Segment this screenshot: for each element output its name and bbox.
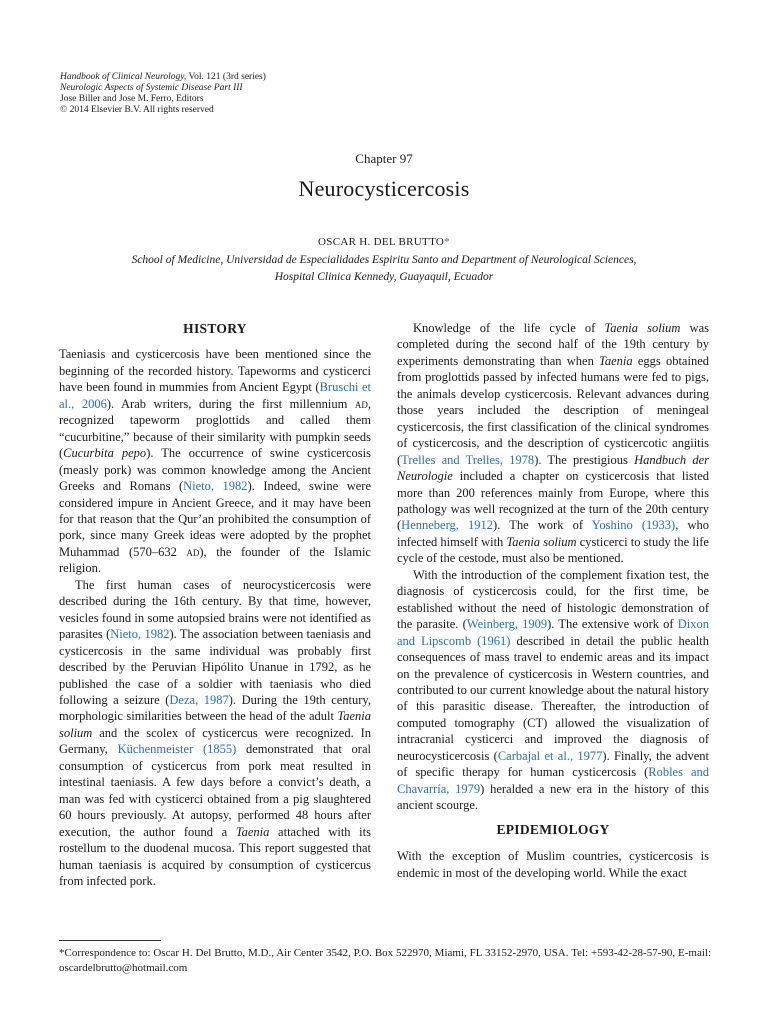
epidemiology-heading: EPIDEMIOLOGY (496, 821, 610, 837)
editors: Jose Biller and Jose M. Ferro, Editors (60, 94, 204, 104)
text-run: The first human cases of neurocysticercosis were described during the 16th century. By that time, however, vesicles found in some autopsied brains were not identified as parasites ( (59, 577, 371, 642)
text-run: ). Finally, the advent of specific therapy for human cysticercosis ( (397, 748, 709, 780)
history-paragraph-3 (397, 320, 709, 567)
text-run: ). Indeed, swine were considered impure in Ancient Greece, and it may have been for that reason that the Qur’an prohibited the consumption of pork, since many Greek ideas were adopted by the prophet Muhammad (570–632 (59, 479, 371, 559)
affiliation-line-2: Hospital Clinica Kennedy, Guayaquil, Ecuador (274, 271, 494, 283)
citation-link[interactable]: Robles and Chavarría, 1979 (397, 765, 709, 796)
copyright: © 2014 Elsevier B.V. All rights reserved (60, 105, 214, 115)
text-run: Taeniasis and cysticercosis have been mentioned since the beginning of the recorded history. Tapeworms and cysticerci have been found in mummies from Ancient Egypt ( (59, 347, 371, 395)
history-paragraph-4 (397, 567, 709, 814)
species-name: Taenia solium (506, 534, 577, 549)
author-footnote-link[interactable]: * (444, 236, 450, 248)
text-run: With the introduction of the complement fixation test, the diagnosis of cysticercosis could, for the first time, be established without the need of histologic demonstration of the parasite. ( (397, 567, 709, 632)
text-run: described in detail the public health consequences of mass travel to endemic areas and its impact on the prevalence of cysticercosis in Western countries, and contributed to our current knowledge about the natural history of this parasitic disease. Thereafter, the introduction of computed tomography (CT) allowed the visualization of intracranial cysticerci and improved the diagnosis of neurocysticercosis ( (397, 633, 709, 763)
citation-link[interactable]: Weinberg, 1909 (466, 617, 548, 632)
volume-subtitle: Neurologic Aspects of Systemic Disease Part III (60, 83, 243, 93)
text-run: cysticerci to study the life cycle of the cestode, must also be mentioned. (397, 534, 709, 566)
text-run: and the scolex of cysticercus were recognized. In Germany, (59, 725, 371, 757)
text-run: included a chapter on cysticercosis that listed more than 200 references mainly from Europe, where this pathology was well recognized at the turn of the 20th century ( (397, 469, 709, 533)
text-run: ). The occurrence of swine cysticercosis (measly pork) was common knowledge among the Ancient Greeks and Romans ( (59, 446, 371, 494)
right-column (397, 320, 709, 881)
history-paragraph-2 (59, 577, 371, 890)
text-run: ). The work of (493, 518, 592, 533)
text-run: ). The extensive work of (547, 617, 678, 632)
author-name: OSCAR H. DEL BRUTTO (318, 236, 445, 248)
text-run: was completed during the second half of the 19th century by experiments demonstrating than when (397, 321, 709, 368)
citation-link[interactable]: Küchenmeister (1855) (117, 742, 237, 757)
citation-link[interactable]: Dixon and Lipscomb (1961) (397, 617, 709, 648)
species-name: Cucurbita pepo (63, 446, 147, 461)
text-run: ). The association between taeniasis and cysticercosis in the same individual was probably first described by the Peruvian Hipólito Unanue in 1792, as he published the case of a soldier with taeniasis who died following a seizure ( (59, 627, 371, 707)
species-name: Taenia solium (604, 321, 681, 335)
citation-link[interactable]: Henneberg, 1912 (401, 518, 494, 533)
citation-link[interactable]: Nieto, 1982 (183, 479, 248, 494)
text-run: , who infected himself with (397, 518, 709, 549)
footnote-divider (59, 940, 161, 941)
text-run: attached with its rostellum to the duodenal mucosa. This report suggested that human taeniasis is acquired by consumption of cysticercus from infected pork. (59, 824, 371, 888)
citation-link[interactable]: Carbajal et al., 1977 (497, 748, 603, 763)
handbook-title: Handbook of Clinical Neurology, (60, 72, 187, 82)
author-line (0, 236, 768, 248)
text-run: , recognized tapeworm proglottids and called them “cucurbitine,” because of their similarity with pumpkin seeds ( (59, 396, 371, 461)
citation-link[interactable]: Deza, 1987 (169, 692, 229, 707)
history-heading: HISTORY (183, 321, 247, 336)
text-run: ). Arab writers, during the first millennium (106, 396, 355, 411)
affiliation-line-1: School of Medicine, Universidad de Especialidades Espiritu Santo and Department of Neurological Sciences, (131, 254, 637, 266)
species-name: Taenia solium (59, 709, 371, 740)
species-name: Taenia (235, 824, 270, 839)
citation-link[interactable]: Nieto, 1982 (110, 627, 170, 642)
era-abbrev: ad (186, 544, 200, 559)
book-title: Handbuch der Neurologie (397, 452, 709, 484)
correspondence-footnote: *Correspondence to: Oscar H. Del Brutto, M.D., Air Center 3542, P.O. Box 522970, Miami, FL 33152-2970, USA. Tel: +593-42-28-57-90, E-mail: oscardelbrutto@hotmail.com (59, 947, 711, 974)
text-run: ), the founder of the Islamic religion. (59, 544, 371, 576)
volume-info: Vol. 121 (3rd series) (186, 72, 266, 82)
text-run: demonstrated that oral consumption of cysticercus from pork meat resulted in intestinal taeniasis. A few days before a convict’s death, a man was fed with cysticerci obtained from a pig slaughtered 60 hours previously. At autopsy, performed 48 hours after execution, the author found a (59, 742, 371, 839)
citation-link[interactable]: Yoshino (1933) (591, 518, 676, 533)
left-column (59, 320, 371, 889)
text-run: ) heralded a new era in the history of this ancient scourge. (397, 781, 710, 813)
chapter-number: Chapter 97 (355, 151, 413, 166)
text-run: ). The prestigious (534, 452, 635, 467)
species-name: Taenia (599, 353, 633, 368)
affiliation (0, 252, 768, 286)
era-abbrev: ad (354, 396, 368, 411)
citation-link[interactable]: Trelles and Trelles, 1978 (401, 452, 535, 467)
chapter-title: Neurocysticercosis (298, 176, 470, 201)
text-run: Knowledge of the life cycle of (413, 321, 605, 335)
history-paragraph-1 (59, 346, 371, 576)
citation-link[interactable]: Bruschi et al., 2006 (59, 380, 371, 411)
epidemiology-paragraph-1: With the exception of Muslim countries, cysticercosis is endemic in most of the developing world. While the exact (397, 849, 709, 880)
publication-line-1 (60, 72, 266, 83)
text-run: eggs obtained from proglottids passed by infected humans were fed to pigs, the animals develop cysticercosis. Relevant advances during those years included the description of meningeal cysticercosis, the first classification of the clinical syndromes of cysticercosis, and the description of cysticercotic angiitis ( (397, 353, 709, 467)
publication-info (60, 72, 266, 116)
text-run: ). During the 19th century, morphologic similarities between the head of the adult (59, 692, 371, 724)
